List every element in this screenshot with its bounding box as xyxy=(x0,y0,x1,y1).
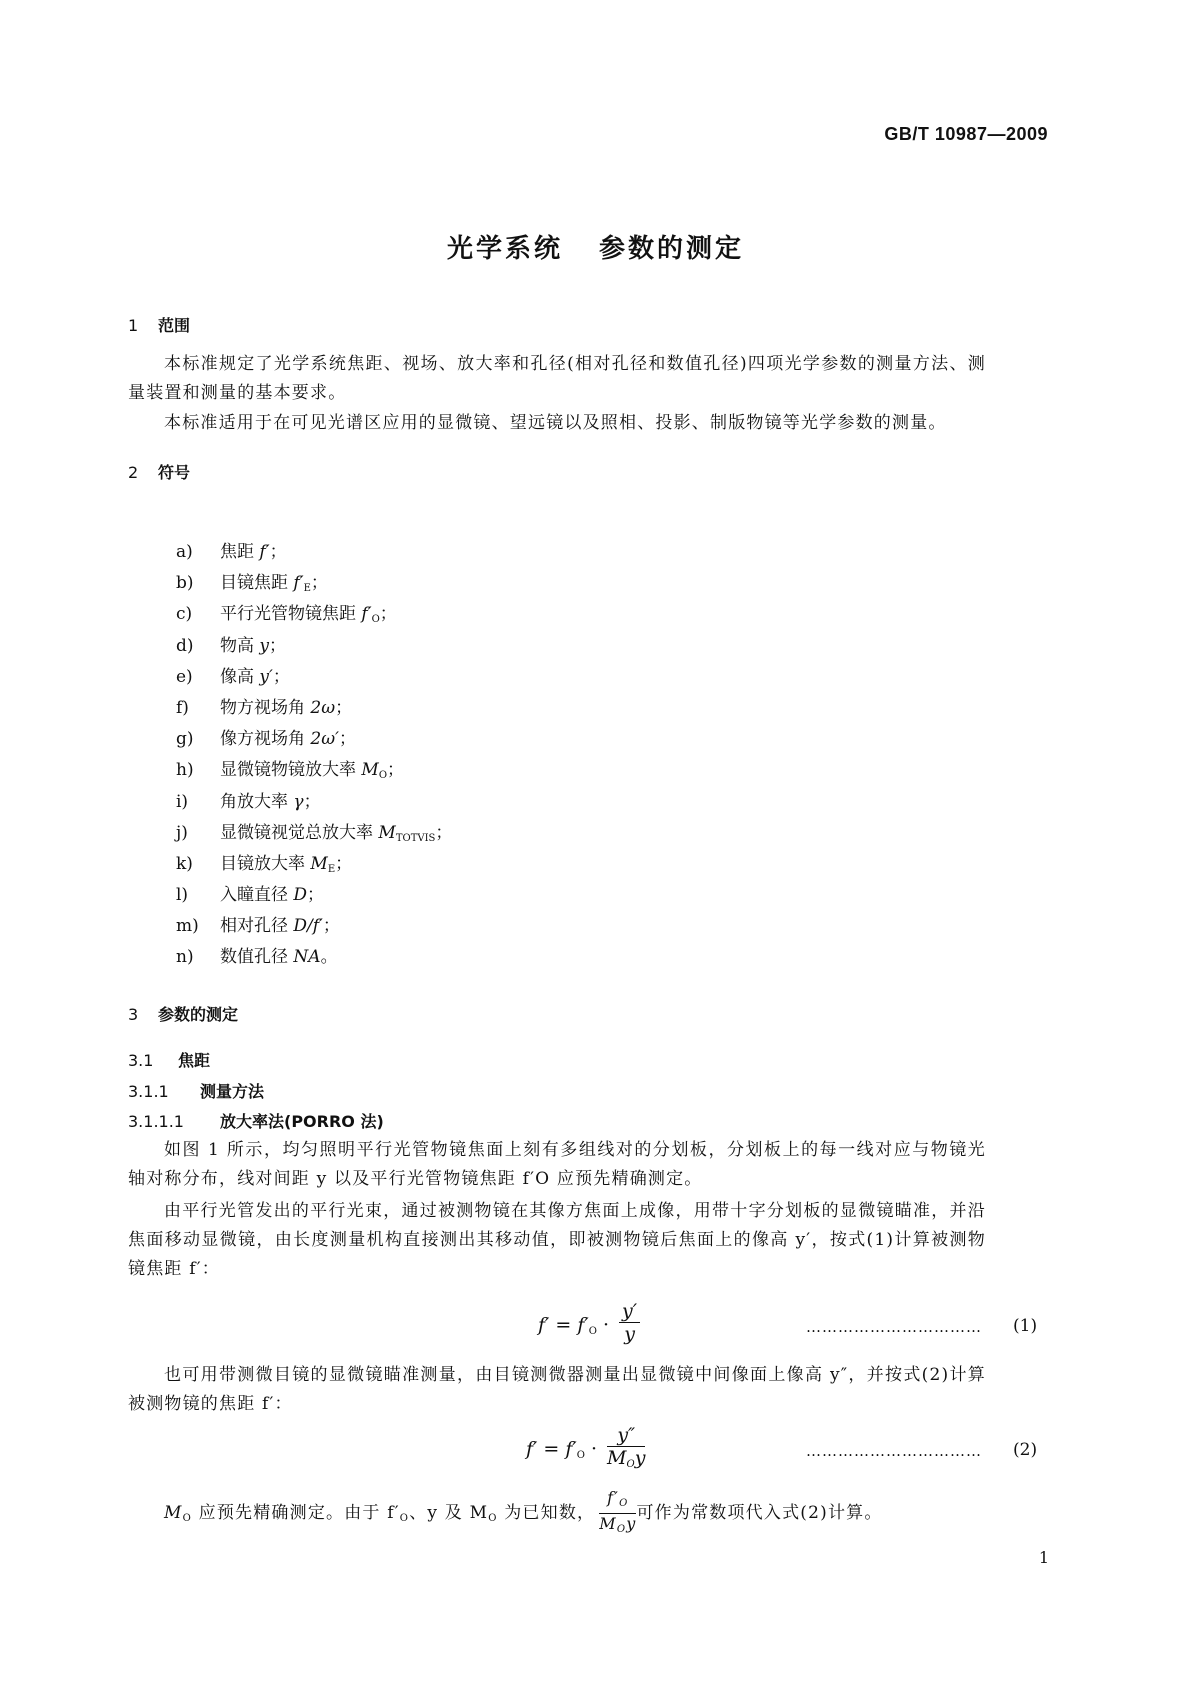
item-marker: m) xyxy=(176,916,199,937)
denominator-tail: y xyxy=(626,1514,637,1533)
section-title: 参数的测定 xyxy=(158,1005,239,1024)
item-end: ； xyxy=(269,635,287,656)
item-end: ； xyxy=(335,853,353,874)
item-symbol: y xyxy=(259,635,270,656)
formula-lhs-subscript: O xyxy=(576,1450,585,1461)
denominator-subscript: O xyxy=(616,1524,627,1535)
denominator-tail: y xyxy=(634,1447,646,1469)
formula-dot: · xyxy=(602,1314,609,1336)
document-title xyxy=(0,228,1191,265)
item-symbol: D xyxy=(293,885,308,906)
text-run: 为已知数， xyxy=(497,1503,596,1523)
item-end: ； xyxy=(307,885,325,906)
item-subscript: O xyxy=(378,770,388,782)
fraction-denominator xyxy=(619,1323,640,1352)
section-title: 范围 xyxy=(158,316,191,335)
item-end: ； xyxy=(322,916,340,937)
list-item xyxy=(176,942,452,973)
symbol-list xyxy=(176,537,452,974)
item-end: ； xyxy=(379,604,397,625)
section-title: 测量方法 xyxy=(200,1082,265,1101)
section-2-heading xyxy=(128,460,190,483)
subsection-3-1-1-heading xyxy=(128,1079,264,1102)
subsection-3-1-1-1-heading xyxy=(128,1109,384,1132)
item-symbol: D/f′ xyxy=(293,916,323,937)
section-number: 2 xyxy=(128,463,139,482)
formula-fraction xyxy=(607,1424,645,1476)
denominator-symbol: M xyxy=(599,1514,617,1533)
section-1-para-2: 本标准适用于在可见光谱区应用的显微镜、望远镜以及照相、投影、制版物镜等光学参数的测量。 xyxy=(164,413,947,433)
item-symbol: f′ xyxy=(361,604,372,625)
item-symbol: f′ xyxy=(293,573,304,594)
fraction-numerator: y′ xyxy=(619,1300,640,1323)
denominator-symbol: y xyxy=(624,1323,635,1345)
item-symbol: 2ω′ xyxy=(310,729,339,750)
denominator-symbol: M xyxy=(607,1447,627,1469)
formula-lhs: f′ = f′ xyxy=(538,1314,589,1336)
page-number: 1 xyxy=(1038,1548,1049,1567)
text-run: 可作为常数项代入式(2)计算。 xyxy=(636,1503,883,1523)
list-item xyxy=(176,849,452,880)
item-end: ； xyxy=(387,760,405,781)
item-text: 入瞳直径 xyxy=(220,885,294,906)
symbol-subscript: O xyxy=(488,1513,498,1524)
item-text: 像方视场角 xyxy=(220,729,311,750)
item-text: 数值孔径 xyxy=(220,947,294,968)
item-marker: a) xyxy=(176,542,193,562)
para-measurement: 由平行光管发出的平行光束，通过被测物镜在其像方焦面上成像，用带十字分划板的显微镜瞄准，并沿焦面移动显微镜，由长度测量机构直接测出其移动值，即被测物镜后焦面上的像高 y′，按式(1)计算被测物镜焦距 f′： xyxy=(128,1201,986,1279)
para-alternative: 也可用带测微目镜的显微镜瞄准测量，由目镜测微器测量出显微镜中间像面上像高 y″，并按式(2)计算被测物镜的焦距 f′： xyxy=(128,1365,986,1414)
title-part1: 光学系统 xyxy=(446,234,563,264)
text-run: 、y 及 M xyxy=(409,1503,489,1523)
numerator-symbol: f′ xyxy=(607,1488,620,1507)
item-symbol: M xyxy=(361,760,379,781)
item-symbol: 2ω xyxy=(310,697,336,718)
list-item xyxy=(176,724,452,755)
formula-lhs: f′ = f′ xyxy=(526,1438,577,1460)
para-method-intro: 如图 1 所示，均匀照明平行光管物镜焦面上刻有多组线对的分划板，分划板上的每一线对应与物镜光轴对称分布，线对间距 y 以及平行光管物镜焦距 f′O 应预先精确测定。 xyxy=(128,1140,986,1189)
list-item xyxy=(176,537,452,568)
text-run: 应预先精确测定。由于 f′ xyxy=(192,1503,400,1523)
item-text: 显微镜物镜放大率 xyxy=(220,760,362,781)
item-end: 。 xyxy=(320,947,338,968)
section-title: 符号 xyxy=(158,463,191,482)
item-symbol: NA xyxy=(293,947,321,968)
item-end: ； xyxy=(335,697,353,718)
formula-1-label: (1) xyxy=(1013,1316,1038,1336)
item-marker: d) xyxy=(176,635,194,656)
item-marker: g) xyxy=(176,729,194,750)
item-text: 目镜焦距 xyxy=(220,573,294,594)
symbol-subscript: O xyxy=(182,1513,193,1524)
list-item xyxy=(176,568,452,599)
section-1-heading xyxy=(128,313,190,336)
numerator-subscript: O xyxy=(619,1498,629,1509)
item-subscript: E xyxy=(327,863,336,875)
item-marker: i) xyxy=(176,791,189,812)
item-marker: j) xyxy=(176,822,188,843)
section-title: 焦距 xyxy=(178,1051,211,1070)
item-end: ； xyxy=(338,729,356,750)
section-3-heading xyxy=(128,1002,238,1025)
item-symbol: f′ xyxy=(259,542,270,562)
title-part2: 参数的测定 xyxy=(599,234,745,264)
formula-1-dots: …………………………… xyxy=(806,1318,982,1336)
section-number: 3.1.1 xyxy=(128,1082,169,1101)
item-text: 像高 xyxy=(220,666,260,687)
list-item xyxy=(176,880,452,911)
list-item xyxy=(176,755,452,786)
fraction-numerator: y″ xyxy=(607,1424,645,1447)
list-item xyxy=(176,662,452,693)
item-end: ； xyxy=(310,573,328,594)
fraction-numerator xyxy=(599,1488,636,1514)
section-number: 1 xyxy=(128,316,139,335)
formula-lhs-subscript: O xyxy=(588,1326,597,1337)
formula-1 xyxy=(538,1300,640,1352)
item-marker: b) xyxy=(176,573,194,594)
formula-2-dots: …………………………… xyxy=(806,1442,982,1460)
item-marker: l) xyxy=(176,885,189,906)
section-number: 3.1.1.1 xyxy=(128,1112,184,1131)
section-title: 放大率法(PORRO 法) xyxy=(220,1112,384,1131)
item-end: ； xyxy=(269,542,287,562)
formula-fraction xyxy=(619,1300,640,1352)
formula-dot: · xyxy=(590,1438,597,1460)
section-1-para-1: 本标准规定了光学系统焦距、视场、放大率和孔径(相对孔径和数值孔径)四项光学参数的测量方法、测量装置和测量的基本要求。 xyxy=(128,354,986,403)
section-number: 3 xyxy=(128,1005,139,1024)
denominator-subscript: O xyxy=(626,1459,635,1470)
item-symbol: γ xyxy=(293,791,304,812)
inline-fraction xyxy=(599,1488,636,1539)
standard-code: GB/T 10987—2009 xyxy=(884,124,1048,144)
item-text: 平行光管物镜焦距 xyxy=(220,604,362,625)
item-marker: e) xyxy=(176,666,193,687)
item-marker: f) xyxy=(176,697,189,718)
symbol-subscript: O xyxy=(399,1513,410,1524)
item-marker: k) xyxy=(176,853,193,874)
item-text: 物高 xyxy=(220,635,260,656)
item-subscript: O xyxy=(371,614,380,626)
item-text: 物方视场角 xyxy=(220,697,311,718)
formula-2 xyxy=(526,1424,645,1476)
list-item xyxy=(176,599,452,630)
fraction-denominator xyxy=(599,1514,636,1539)
item-end: ； xyxy=(303,791,321,812)
list-item xyxy=(176,787,452,818)
item-end: ； xyxy=(435,822,453,843)
item-end: ； xyxy=(272,666,290,687)
list-item xyxy=(176,911,452,942)
item-text: 相对孔径 xyxy=(220,916,294,937)
item-marker: c) xyxy=(176,604,193,625)
item-marker: h) xyxy=(176,760,194,781)
list-item xyxy=(176,693,452,724)
item-text: 焦距 xyxy=(220,542,260,562)
item-subscript: E xyxy=(303,583,311,595)
item-text: 目镜放大率 xyxy=(220,853,311,874)
formula-2-label: (2) xyxy=(1013,1440,1038,1460)
subsection-3-1-heading xyxy=(128,1048,210,1071)
item-marker: n) xyxy=(176,947,194,968)
item-symbol: M xyxy=(310,853,328,874)
section-number: 3.1 xyxy=(128,1051,154,1070)
para-constant-note xyxy=(164,1488,984,1539)
item-text: 角放大率 xyxy=(220,791,294,812)
item-symbol: M xyxy=(378,822,396,843)
symbol-m: M xyxy=(164,1503,183,1523)
list-item xyxy=(176,818,452,849)
item-symbol: y′ xyxy=(259,666,273,687)
list-item xyxy=(176,631,452,662)
fraction-denominator xyxy=(607,1447,645,1476)
item-subscript: TOTVIS xyxy=(395,832,436,844)
item-text: 显微镜视觉总放大率 xyxy=(220,822,379,843)
